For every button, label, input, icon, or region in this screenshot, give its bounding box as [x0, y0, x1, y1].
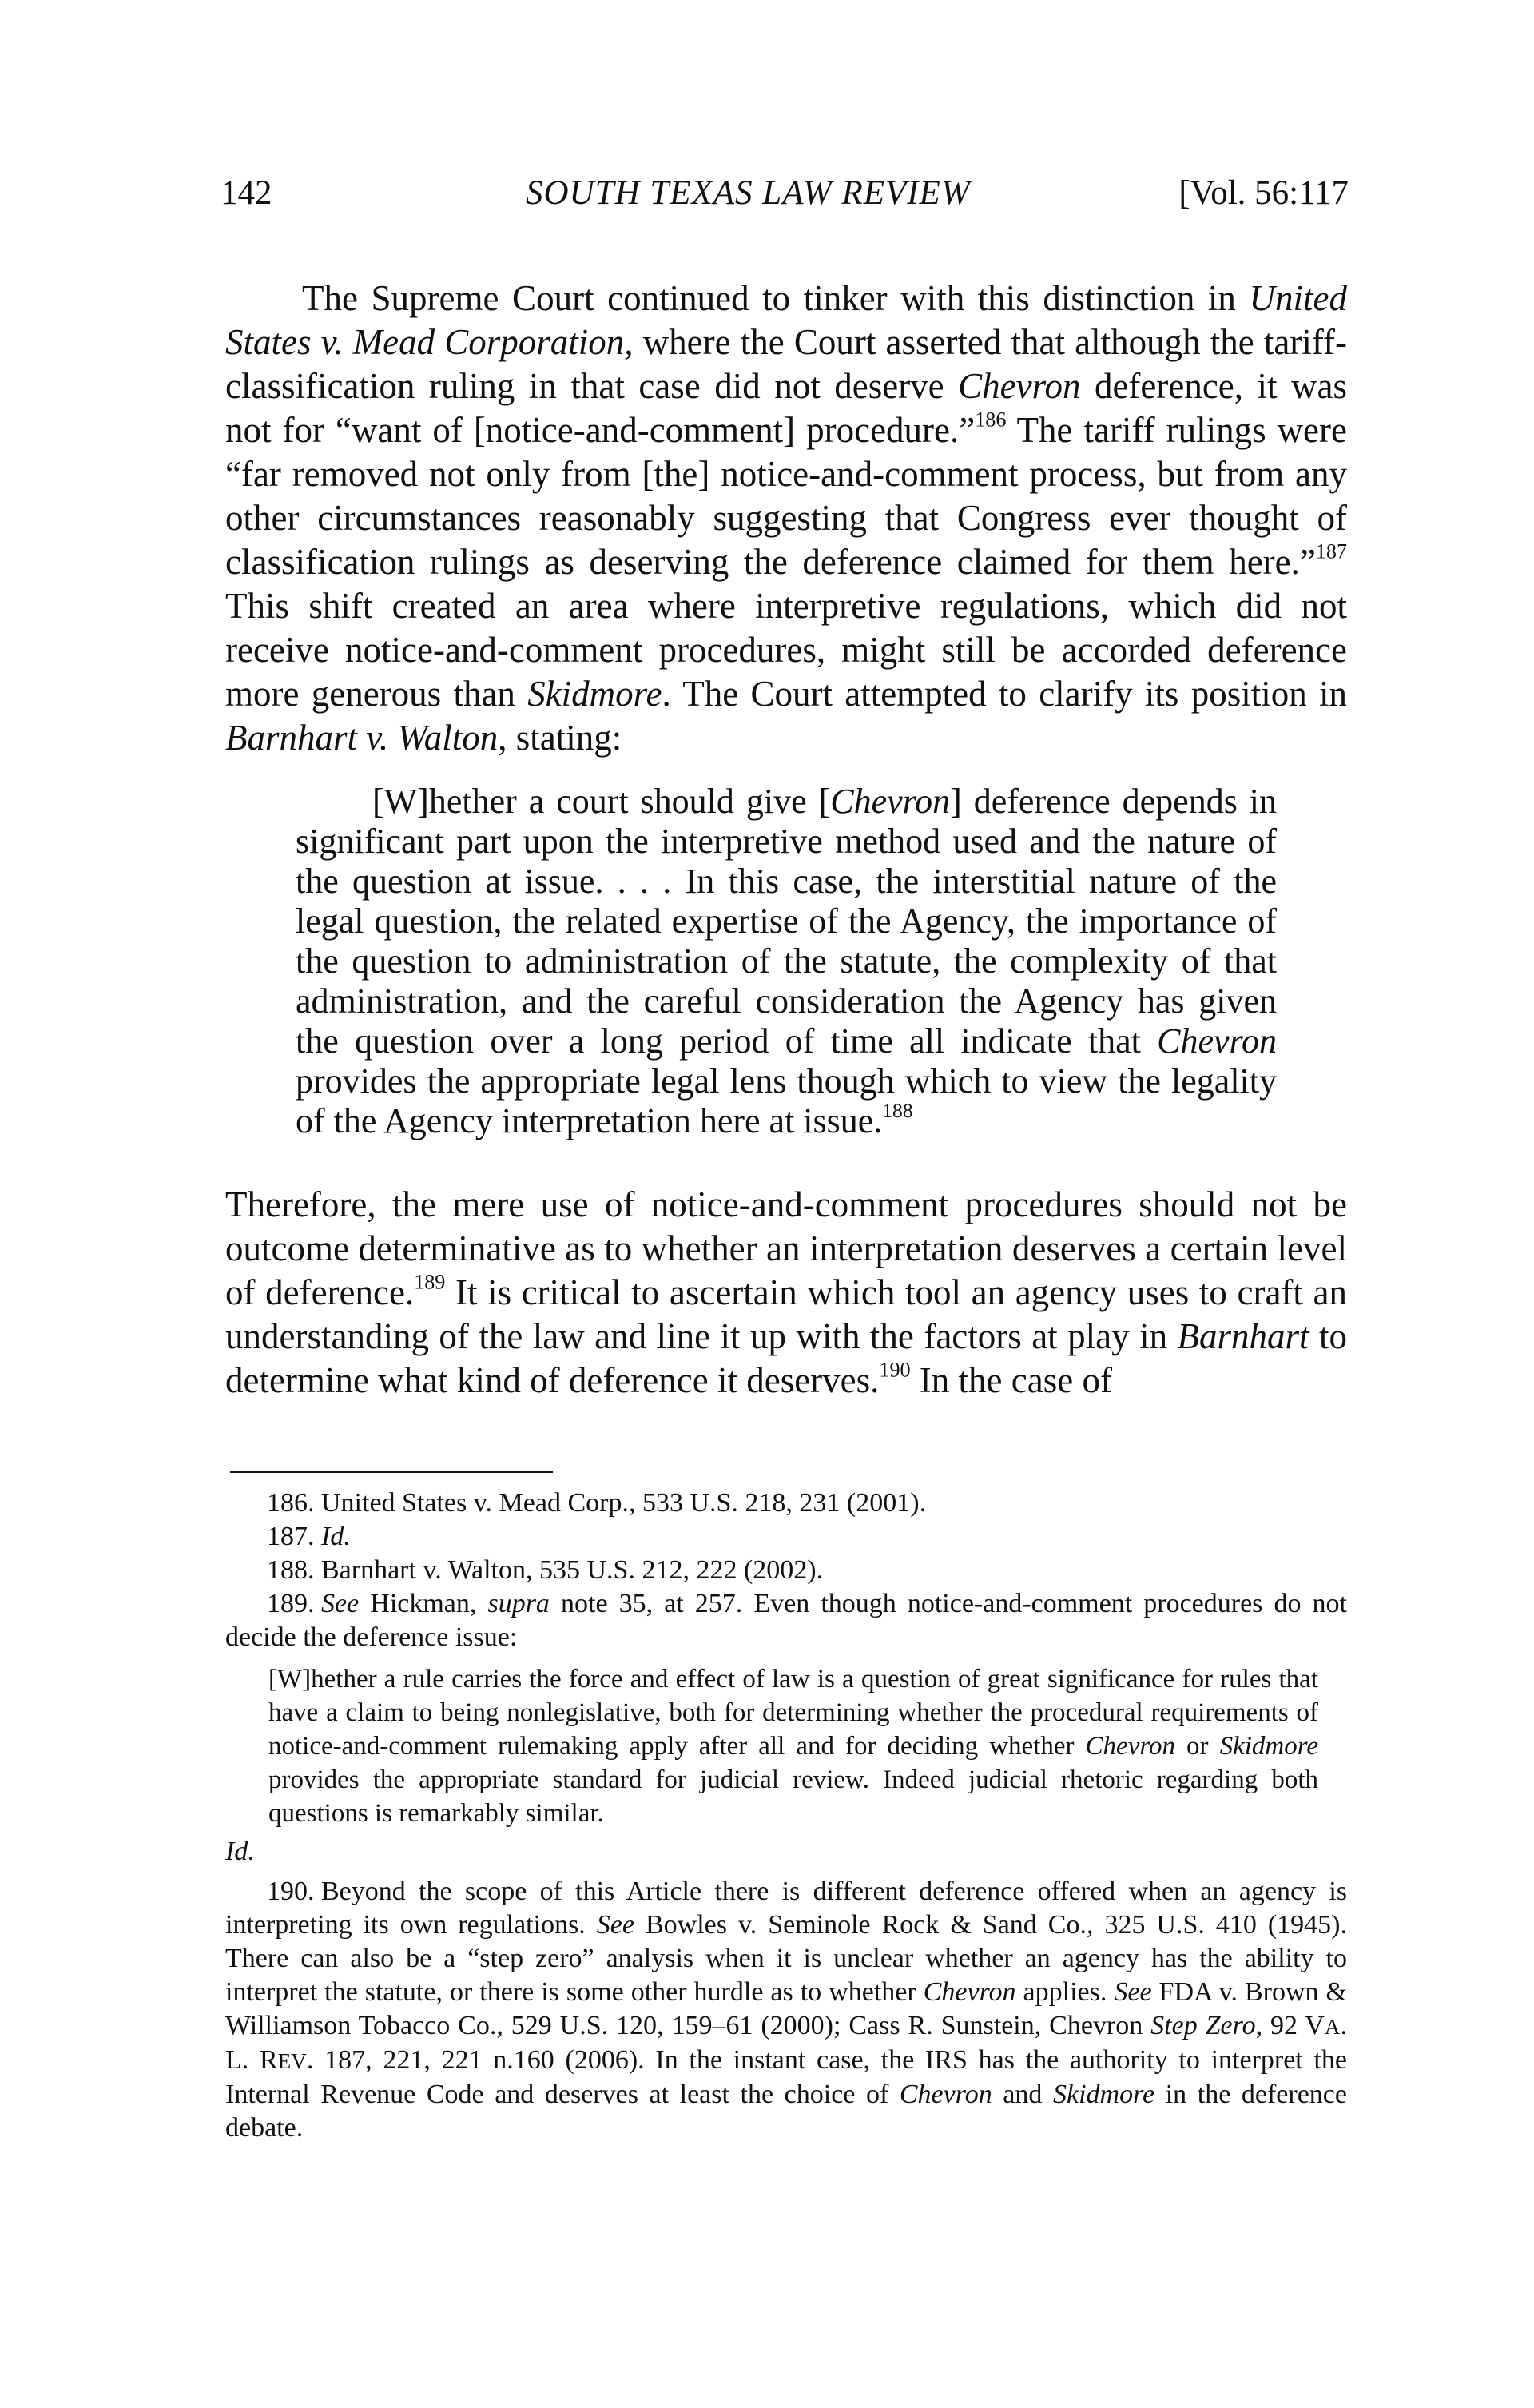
case-name: Chevron [923, 1977, 1016, 2007]
footnote-188 [225, 1554, 1347, 1587]
footnote-number: 189. [267, 1589, 315, 1618]
footnote-text: Beyond the scope of this Article there is different deference offered when an agency is interpreting its own regulations. [225, 1877, 1347, 1940]
volume-citation: [Vol. 56:117 [1178, 174, 1349, 212]
text: ] deference depends in significant part upon the interpretive method used and the nature of the question at issue. . . . In this case, the interstitial nature of the legal question, the related expertise of the Agency, the importance of the question to administration of the statute, the complexity of that administration, and the careful consideration the Agency has given the question over a long period of time all indicate that [296, 782, 1277, 1061]
text: The Supreme Court continued to tinker with this distinction in [302, 278, 1250, 318]
footnote-text: applies. [1015, 1977, 1115, 2007]
signal: See [1114, 1977, 1152, 2007]
block-quote-barnhart [296, 782, 1277, 1141]
case-name: Chevron [1085, 1732, 1175, 1761]
text: [W]hether a court should give [ [372, 782, 831, 821]
footnote-number: 186. [267, 1488, 315, 1518]
footnote-190 [225, 1875, 1347, 2145]
quote-text: or [1174, 1732, 1220, 1761]
footnote-ref-189[interactable]: 189 [414, 1270, 446, 1294]
footnote-187 [225, 1520, 1347, 1554]
paragraph-therefore [225, 1183, 1347, 1403]
text: provides the appropriate legal lens though which to view the legality of the Agency interpretation here at issue. [296, 1061, 1277, 1140]
footnote-text: United States v. Mead Corp., 533 U.S. 218, 231 (2001). [321, 1488, 927, 1518]
running-head [221, 169, 1349, 217]
text: Therefore, the mere use of notice-and-comment procedures should not be outcome determinative as to whether an interpretation deserves a certain level of deference. [225, 1184, 1347, 1312]
footnote-text: Bowles v. Seminole Rock & Sand Co., 325 U.S. 410 (1945). There can also be a “step zero” analysis when it is unclear whether an agency has the ability to interpret the statute, or there is some other hurdle as to whether [225, 1910, 1347, 2007]
footnote-text: FDA v. Brown & Williamson Tobacco Co., 529 U.S. 120, 159–61 (2000); Cass R. Sunstein, Chevron [225, 1977, 1347, 2040]
text: deference, it was not for “want of [notice-and-comment] procedure.” [225, 366, 1347, 450]
small-caps: EV [277, 2049, 307, 2073]
case-name: Skidmore [1219, 1732, 1318, 1761]
footnote-ref-187[interactable]: 187 [1315, 539, 1347, 563]
article-title: Step Zero [1150, 2011, 1256, 2040]
footnote-189-quote [225, 1662, 1347, 1830]
case-name: Chevron [958, 366, 1081, 406]
footnote-189 [225, 1587, 1347, 1654]
footnote-text: . 187, 221, 221 n.160 (2006). In the instant case, the IRS has the authority to interpret the Internal Revenue Code and deserves at least the choice of [225, 2045, 1348, 2109]
signal: See [596, 1910, 634, 1940]
paragraph-mead [225, 277, 1347, 760]
footnote-text: Barnhart v. Walton, 535 U.S. 212, 222 (2002). [321, 1555, 824, 1585]
text: . The Court attempted to clarify its position in [662, 674, 1347, 714]
footnote-ref-188[interactable]: 188 [882, 1098, 913, 1122]
text: , stating: [498, 718, 622, 758]
footnote-ref-186[interactable]: 186 [975, 408, 1007, 432]
case-name: Chevron [830, 782, 951, 821]
text: to determine what kind of deference it deserves. [225, 1316, 1348, 1400]
footnote-186 [225, 1487, 1347, 1520]
case-name: Chevron [1157, 1021, 1277, 1061]
footnotes [225, 1487, 1347, 2145]
footnote-text: in the deference debate. [225, 2080, 1347, 2143]
case-name: Barnhart [1177, 1316, 1309, 1356]
page-number: 142 [221, 174, 272, 212]
text: The tariff rulings were “far removed not only from [the] notice-and-comment process, but from any other circumstances reasonably suggesting that Congress ever thought of classification rulings as deserving the deference claimed for them here.” [225, 410, 1347, 582]
quote-text: [W]hether a rule carries the force and effect of law is a question of great significance for rules that have a claim to being nonlegislative, both for determining whether the procedural requirements of notice-and-comment rulemaking apply after all and for deciding whether [268, 1665, 1318, 1761]
case-name: Barnhart v. Walton [225, 718, 499, 758]
text: This shift created an area where interpretive regulations, which did not receive notice-and-comment procedures, might still be accorded deference more generous than [225, 586, 1347, 714]
footnote-text: and [992, 2080, 1053, 2109]
signal: supra [487, 1589, 550, 1618]
case-name: Chevron [899, 2080, 992, 2109]
case-name: United States v. Mead Corporation, [225, 278, 1347, 362]
footnote-text: Id. [321, 1522, 351, 1551]
case-name: Skidmore [527, 674, 662, 714]
footnote-189-id: Id. [225, 1837, 255, 1866]
quote-text: provides the appropriate standard for judicial review. Indeed judicial rhetoric regarding both questions is remarkably similar. [268, 1765, 1318, 1828]
footnote-text: Hickman, [359, 1589, 488, 1618]
footnote-ref-190[interactable]: 190 [879, 1358, 911, 1382]
text: It is critical to ascertain which tool an agency uses to craft an understanding of the law and line it up with the factors at play in [225, 1272, 1348, 1356]
case-name: Skidmore [1052, 2080, 1155, 2109]
text: where the Court asserted that although the tariff-classification ruling in that case did not deserve [225, 322, 1347, 406]
text: In the case of [910, 1360, 1112, 1400]
small-caps: A [1324, 2015, 1341, 2039]
journal-title: SOUTH TEXAS LAW REVIEW [526, 174, 971, 212]
footnote-text: . L. R [225, 2011, 1347, 2075]
footnote-text: note 35, at 257. Even though notice-and-comment procedures do not decide the deference issue: [225, 1589, 1347, 1652]
footnote-divider [230, 1471, 553, 1473]
footnote-number: 188. [267, 1555, 315, 1585]
signal: See [321, 1589, 360, 1618]
footnote-text: , 92 V [1255, 2011, 1325, 2040]
footnote-number: 190. [267, 1877, 315, 1906]
footnote-number: 187. [267, 1522, 315, 1551]
